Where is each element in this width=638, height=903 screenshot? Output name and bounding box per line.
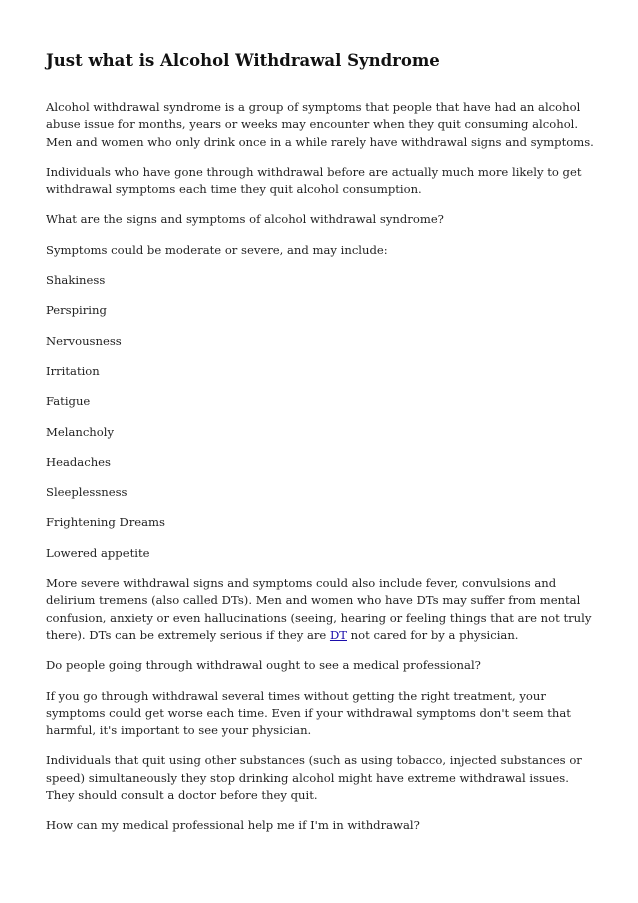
symptom-item: Shakiness — [46, 273, 106, 288]
repeat-withdrawal-paragraph: Individuals who have gone through withdrawal before are actually much more likely to get withdrawal symptoms each time they quit alcohol consumption. — [46, 164, 582, 197]
intro-paragraph: Alcohol withdrawal syndrome is a group of symptoms that people that have had an alcohol abuse issue for months, years or weeks may encounter when they quit consuming alcohol. Men and women who only drink once in a while rarely have withdrawal signs and symptoms. — [46, 100, 594, 149]
symptom-item: Lowered appetite — [46, 545, 150, 560]
severe-text-start: More severe withdrawal signs and symptoms could also include fever, convulsions and delirium tremens (also called DTs). Men and women who have DTs may suffer from mental confusion, anxiety or even hallucinations (seeing, hearing or feeling things that are not truly there). DTs can be extremely serious if they are — [46, 576, 592, 642]
professional-question: Do people going through withdrawal ought to see a medical professional? — [46, 658, 481, 673]
other-substances-paragraph: Individuals that quit using other substances (such as using tobacco, injected substances or speed) simultaneously they stop drinking alcohol might have extreme withdrawal issues. They should consult a doctor before they quit. — [46, 753, 582, 803]
article-body — [46, 99, 598, 848]
page-title: Just what is Alcohol Withdrawal Syndrome — [46, 51, 440, 70]
symptom-item: Irritation — [46, 363, 100, 378]
signs-question: What are the signs and symptoms of alcohol withdrawal syndrome? — [46, 212, 444, 227]
symptom-item: Nervousness — [46, 333, 122, 348]
severe-symptoms-paragraph — [46, 575, 598, 644]
severe-text-end: not cared for by a physician. — [346, 627, 519, 642]
treatment-paragraph: If you go through withdrawal several times without getting the right treatment, your symptoms could get worse each time. Even if your withdrawal symptoms don't seem that harmful, it's important to see your physician. — [46, 688, 571, 738]
symptom-item: Fatigue — [46, 394, 91, 409]
symptom-item: Sleeplessness — [46, 485, 128, 500]
symptom-item: Perspiring — [46, 303, 107, 318]
dt-link[interactable]: DT — [329, 627, 347, 642]
symptom-item: Melancholy — [46, 424, 115, 439]
symptom-item: Frightening Dreams — [46, 515, 166, 530]
symptoms-intro: Symptoms could be moderate or severe, and may include: — [46, 242, 388, 257]
symptom-item: Headaches — [46, 454, 111, 469]
help-question: How can my medical professional help me if I'm in withdrawal? — [46, 818, 420, 833]
